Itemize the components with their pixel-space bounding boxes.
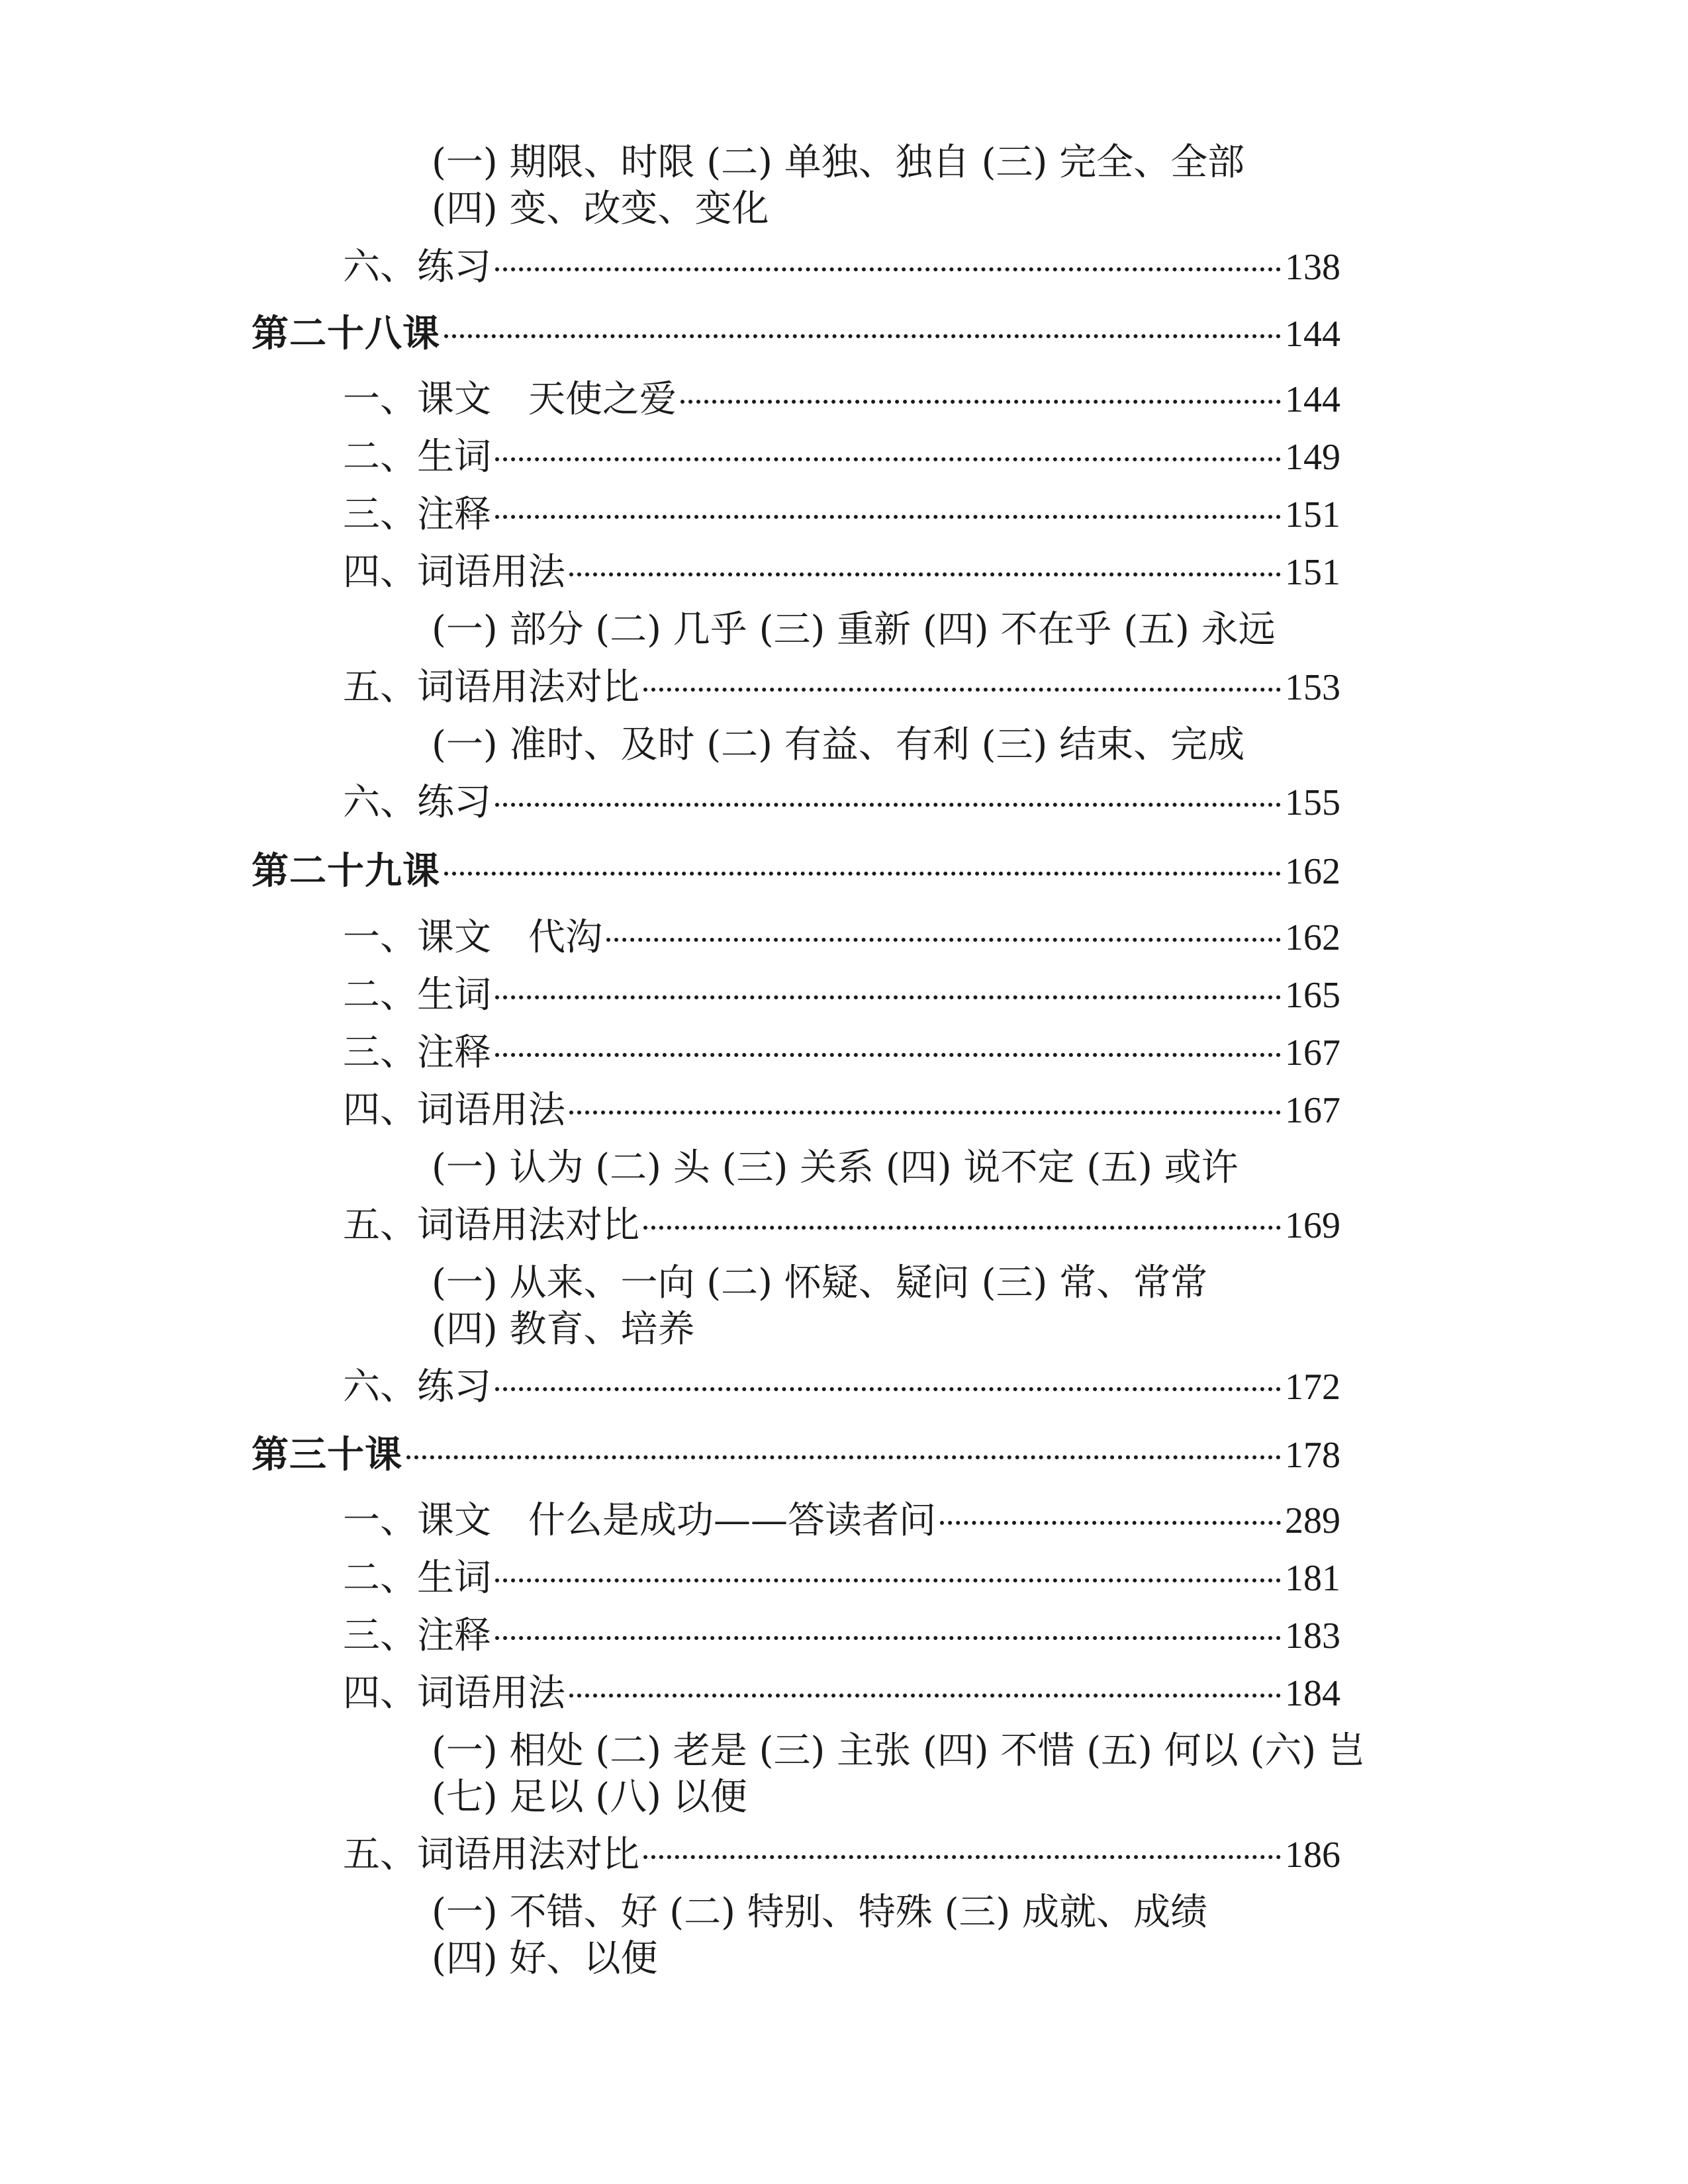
toc-chapter-heading[interactable] bbox=[252, 1431, 1340, 1479]
toc-entry-usage[interactable] bbox=[343, 1670, 1340, 1717]
entry-label: 二、生词 bbox=[343, 974, 491, 1017]
dot-leader bbox=[495, 995, 1281, 999]
page-number: 172 bbox=[1285, 1367, 1340, 1408]
toc-entry-text[interactable] bbox=[343, 914, 1340, 962]
text-title: 代沟 bbox=[528, 916, 602, 959]
entry-label: 一、课文 bbox=[343, 1499, 491, 1542]
entry-label: 五、词语用法对比 bbox=[343, 666, 639, 709]
toc-detail-line bbox=[432, 721, 1244, 769]
toc-detail-line bbox=[432, 606, 1276, 654]
detail-text: (一) 不错、好 (二) 特别、特殊 (三) 成就、成绩 bbox=[432, 1891, 1208, 1934]
toc-chapter-heading[interactable] bbox=[252, 310, 1340, 357]
entry-label: 三、注释 bbox=[343, 1031, 491, 1074]
entry-label: 五、词语用法对比 bbox=[343, 1833, 639, 1876]
page-number: 289 bbox=[1285, 1500, 1340, 1541]
dot-leader bbox=[569, 1694, 1281, 1698]
page-number: 183 bbox=[1285, 1615, 1340, 1657]
entry-label: 一、课文 bbox=[343, 378, 491, 421]
dot-leader bbox=[406, 1455, 1281, 1459]
dot-leader bbox=[495, 1636, 1281, 1640]
page-number: 167 bbox=[1285, 1090, 1340, 1131]
entry-label: 六、练习 bbox=[343, 1365, 491, 1408]
dot-leader bbox=[495, 267, 1281, 271]
page-number: 167 bbox=[1285, 1032, 1340, 1073]
detail-text: (七) 足以 (八) 以便 bbox=[432, 1776, 747, 1819]
entry-label: 六、练习 bbox=[343, 246, 491, 289]
page-number: 144 bbox=[1285, 314, 1340, 355]
toc-entry-notes[interactable] bbox=[343, 1029, 1340, 1077]
toc-entry-usage[interactable] bbox=[343, 1087, 1340, 1134]
text-title: 天使之爱 bbox=[528, 378, 677, 421]
toc-entry-practice[interactable] bbox=[343, 1363, 1340, 1411]
detail-text: (四) 变、改变、变化 bbox=[432, 187, 769, 230]
entry-label: 二、生词 bbox=[343, 435, 491, 478]
page-number: 138 bbox=[1285, 247, 1340, 288]
toc-detail-line bbox=[432, 1144, 1239, 1192]
page-number: 162 bbox=[1285, 851, 1340, 892]
page-number: 165 bbox=[1285, 975, 1340, 1016]
chapter-title: 第三十课 bbox=[252, 1433, 402, 1477]
toc-entry-usage[interactable] bbox=[343, 549, 1340, 596]
detail-text: (一) 认为 (二) 头 (三) 关系 (四) 说不定 (五) 或许 bbox=[432, 1146, 1239, 1189]
detail-text: (一) 准时、及时 (二) 有益、有利 (三) 结束、完成 bbox=[432, 723, 1245, 766]
dot-leader bbox=[495, 1387, 1281, 1391]
page-number: 178 bbox=[1285, 1435, 1340, 1476]
toc-entry-compare[interactable] bbox=[343, 1831, 1340, 1879]
dot-leader bbox=[495, 1578, 1281, 1582]
page-number: 153 bbox=[1285, 667, 1340, 708]
toc-detail-line bbox=[432, 185, 769, 233]
dot-leader bbox=[569, 1111, 1281, 1115]
toc-entry-notes[interactable] bbox=[343, 1612, 1340, 1660]
detail-text: (一) 期限、时限 (二) 单独、独自 (三) 完全、全部 bbox=[432, 141, 1245, 184]
detail-text: (一) 相处 (二) 老是 (三) 主张 (四) 不惜 (五) 何以 (六) 岂 bbox=[432, 1729, 1365, 1772]
page-number: 151 bbox=[1285, 494, 1340, 535]
dot-leader bbox=[495, 1053, 1281, 1057]
entry-label: 二、生词 bbox=[343, 1557, 491, 1600]
dot-leader bbox=[643, 1226, 1281, 1230]
page-number: 151 bbox=[1285, 552, 1340, 593]
dot-leader bbox=[495, 803, 1281, 807]
toc-entry-vocab[interactable] bbox=[343, 972, 1340, 1019]
toc-detail-line bbox=[432, 1774, 747, 1821]
toc-entry-text[interactable] bbox=[343, 376, 1340, 424]
toc-entry-notes[interactable] bbox=[343, 491, 1340, 539]
toc-chapter-heading[interactable] bbox=[252, 847, 1340, 895]
toc-entry-vocab[interactable] bbox=[343, 433, 1340, 481]
page-number: 181 bbox=[1285, 1558, 1340, 1599]
page-number: 169 bbox=[1285, 1205, 1340, 1246]
toc-detail-line bbox=[432, 1306, 695, 1353]
dot-leader bbox=[940, 1521, 1281, 1525]
toc-detail-line bbox=[432, 1727, 1365, 1775]
page-number: 184 bbox=[1285, 1673, 1340, 1714]
entry-label: 五、词语用法对比 bbox=[343, 1204, 639, 1247]
text-title: 什么是成功——答读者问 bbox=[528, 1499, 936, 1542]
page-number: 144 bbox=[1285, 379, 1340, 420]
detail-text: (一) 部分 (二) 几乎 (三) 重新 (四) 不在乎 (五) 永远 bbox=[432, 608, 1276, 651]
page-number: 155 bbox=[1285, 782, 1340, 823]
toc-detail-line bbox=[432, 139, 1244, 187]
toc-detail-line bbox=[432, 1935, 658, 1983]
entry-label: 四、词语用法 bbox=[343, 551, 565, 594]
entry-label: 四、词语用法 bbox=[343, 1089, 565, 1132]
toc-detail-line bbox=[432, 1889, 1207, 1936]
toc-entry-vocab[interactable] bbox=[343, 1555, 1340, 1602]
chapter-title: 第二十九课 bbox=[252, 849, 440, 893]
dot-leader bbox=[495, 457, 1281, 461]
chapter-title: 第二十八课 bbox=[252, 312, 440, 355]
detail-text: (四) 教育、培养 bbox=[432, 1308, 695, 1351]
entry-label: 四、词语用法 bbox=[343, 1672, 565, 1715]
detail-text: (四) 好、以便 bbox=[432, 1937, 658, 1980]
toc-entry-text[interactable] bbox=[343, 1497, 1340, 1545]
dot-leader bbox=[680, 400, 1281, 404]
page-number: 186 bbox=[1285, 1835, 1340, 1876]
entry-label: 一、课文 bbox=[343, 916, 491, 959]
dot-leader bbox=[643, 1855, 1281, 1859]
entry-label: 三、注释 bbox=[343, 1614, 491, 1657]
dot-leader bbox=[569, 572, 1281, 576]
dot-leader bbox=[495, 515, 1281, 519]
dot-leader bbox=[606, 938, 1281, 942]
dot-leader bbox=[643, 688, 1281, 692]
toc-detail-line bbox=[432, 1259, 1207, 1307]
dot-leader bbox=[444, 872, 1281, 876]
toc-entry-compare[interactable] bbox=[343, 664, 1340, 711]
entry-label: 六、练习 bbox=[343, 781, 491, 824]
dot-leader bbox=[444, 334, 1281, 338]
page-number: 149 bbox=[1285, 437, 1340, 478]
detail-text: (一) 从来、一向 (二) 怀疑、疑问 (三) 常、常常 bbox=[432, 1261, 1208, 1304]
toc-entry-practice[interactable] bbox=[343, 244, 1340, 291]
entry-label: 三、注释 bbox=[343, 493, 491, 536]
toc-entry-compare[interactable] bbox=[343, 1202, 1340, 1250]
toc-entry-practice[interactable] bbox=[343, 779, 1340, 827]
page-number: 162 bbox=[1285, 917, 1340, 958]
